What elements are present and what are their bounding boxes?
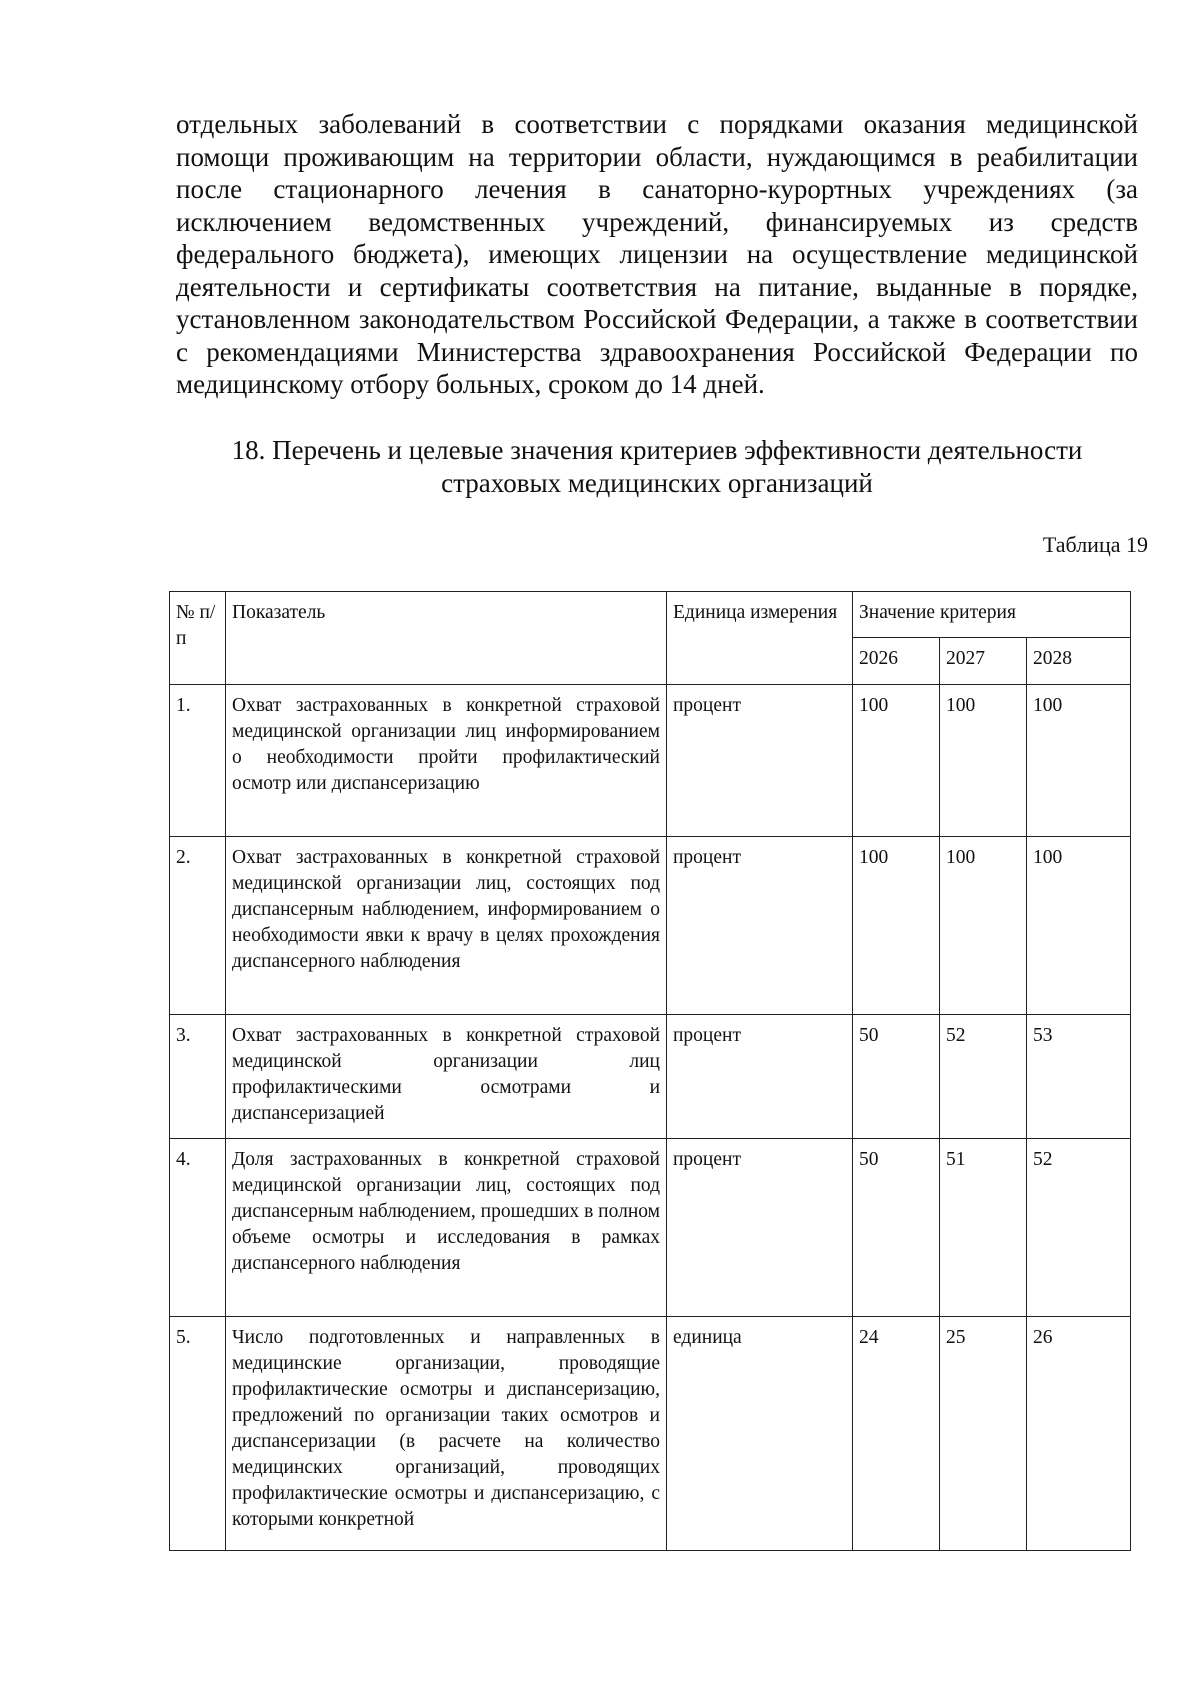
row-indicator: Доля застрахованных в конкретной страховой медицинской организации лиц, состоящих под диспансерным наблюдением, прошедших в полном объеме осмотры и исследования в рамках диспансерного наблюдения [226,1139,667,1317]
header-year-2028: 2028 [1027,638,1131,685]
header-unit: Единица измерения [667,592,853,685]
table-row [170,1139,1131,1317]
section-title-line-2: страховых медицинских организаций [441,468,873,498]
criteria-table [169,591,1131,1551]
row-indicator: Число подготовленных и направленных в медицинские организации, проводящие профилактические осмотры и диспансеризацию, предложений по организации таких осмотров и диспансеризации (в расчете на количество медицинских организаций, проводящих профилактические осмотры и диспансеризацию, с которыми конкретной [226,1317,667,1551]
row-indicator: Охват застрахованных в конкретной страховой медицинской организации лиц профилактическими осмотрами и диспансеризацией [226,1015,667,1139]
row-value-2028: 26 [1027,1317,1131,1551]
row-value-2027: 51 [940,1139,1027,1317]
header-number: № п/п [170,592,226,685]
row-value-2026: 24 [853,1317,940,1551]
row-value-2027: 25 [940,1317,1027,1551]
row-unit: процент [667,1015,853,1139]
row-value-2026: 50 [853,1015,940,1139]
row-indicator: Охват застрахованных в конкретной страховой медицинской организации лиц, состоящих под диспансерным наблюдением, информированием о необходимости явки к врачу в целях прохождения диспансерного наблюдения [226,837,667,1015]
header-year-2027: 2027 [940,638,1027,685]
row-unit: единица [667,1317,853,1551]
header-value-group: Значение критерия [853,592,1131,638]
header-indicator: Показатель [226,592,667,685]
row-value-2028: 52 [1027,1139,1131,1317]
section-title-line-1: 18. Перечень и целевые значения критериев эффективности деятельности [231,435,1083,465]
row-number: 2. [170,837,226,1015]
row-unit: процент [667,837,853,1015]
row-unit: процент [667,685,853,837]
row-value-2026: 100 [853,685,940,837]
section-title [176,434,1138,500]
row-value-2026: 100 [853,837,940,1015]
table-caption: Таблица 19 [1042,532,1148,557]
table-header-row [170,592,1131,638]
row-indicator: Охват застрахованных в конкретной страховой медицинской организации лиц информированием о необходимости пройти профилактический осмотр или диспансеризацию [226,685,667,837]
intro-paragraph: отдельных заболеваний в соответствии с порядками оказания медицинской помощи проживающим на территории области, нуждающимся в реабилитации после стационарного лечения в санаторно-курортных учреждениях (за исключением ведомственных учреждений, финансируемых из средств федерального бюджета), имеющих лицензии на осуществление медицинской деятельности и сертификаты соответствия на питание, выданные в порядке, установленном законодательством Российской Федерации, а также в соответствии с рекомендациями Министерства здравоохранения Российской Федерации по медицинскому отбору больных, сроком до 14 дней. [176,109,1138,399]
row-value-2026: 50 [853,1139,940,1317]
header-year-2026: 2026 [853,638,940,685]
row-value-2028: 100 [1027,685,1131,837]
row-number: 5. [170,1317,226,1551]
row-value-2027: 100 [940,837,1027,1015]
row-number: 3. [170,1015,226,1139]
row-number: 4. [170,1139,226,1317]
table-row [170,837,1131,1015]
table-row [170,1317,1131,1551]
row-unit: процент [667,1139,853,1317]
table-row [170,1015,1131,1139]
table-row [170,685,1131,837]
row-number: 1. [170,685,226,837]
row-value-2027: 52 [940,1015,1027,1139]
row-value-2027: 100 [940,685,1027,837]
row-value-2028: 53 [1027,1015,1131,1139]
row-value-2028: 100 [1027,837,1131,1015]
